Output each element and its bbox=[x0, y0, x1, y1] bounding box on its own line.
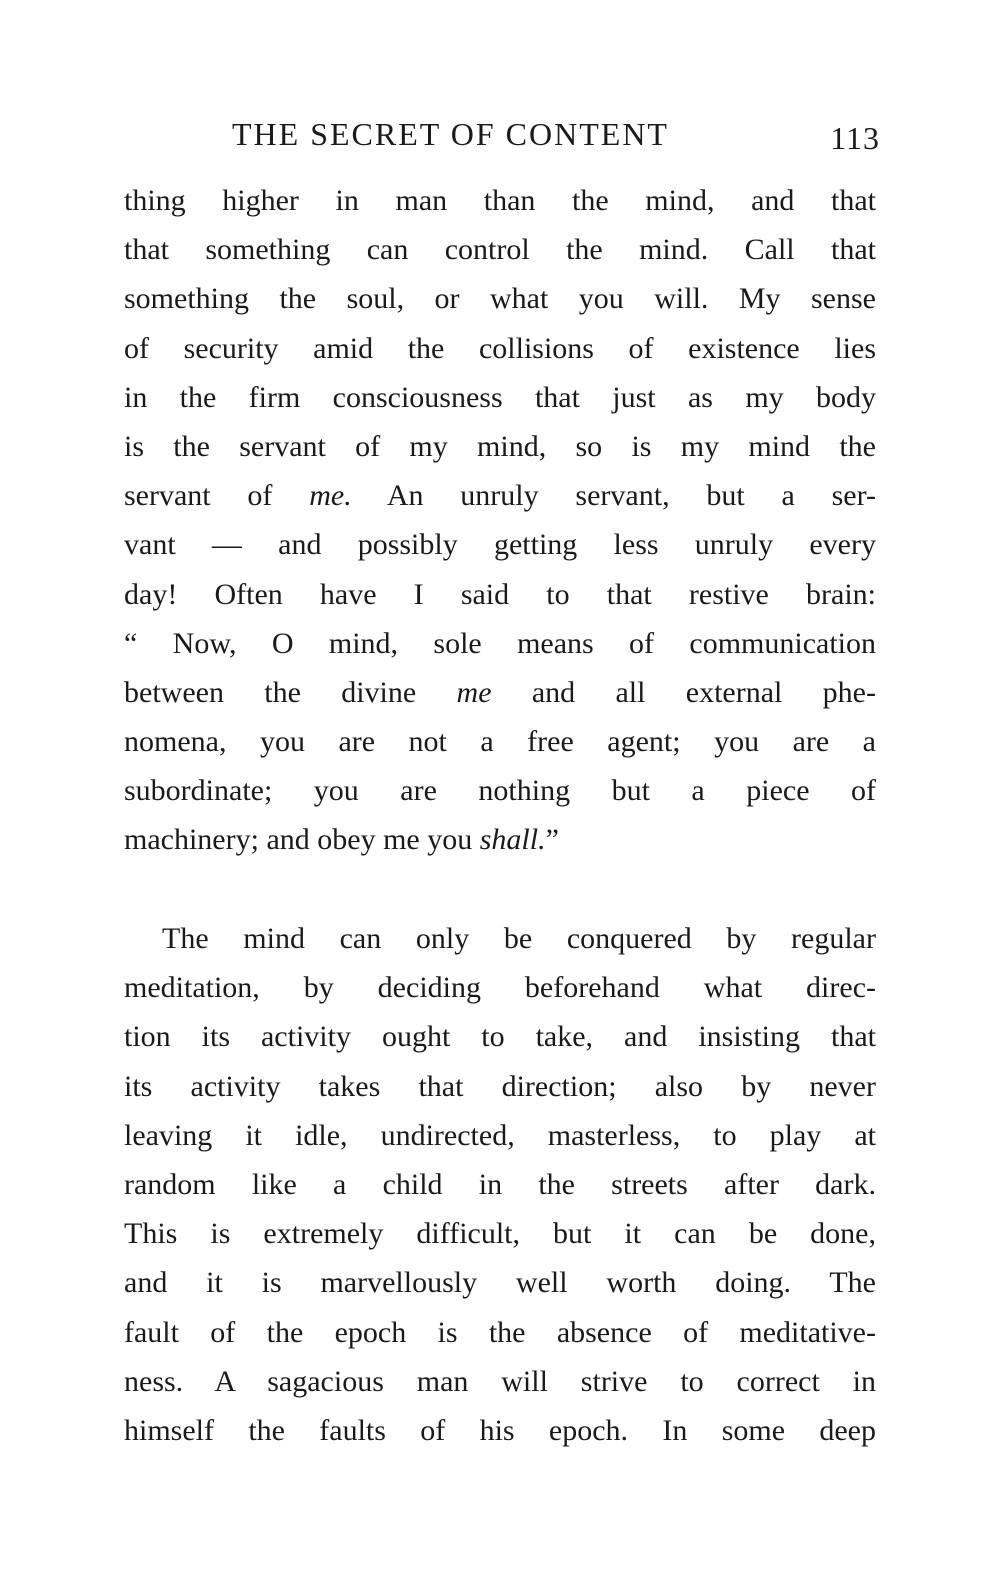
text-line: thing higher in man than the mind, and that bbox=[124, 184, 876, 217]
text-line: and it is marvellously well worth doing. The bbox=[124, 1266, 876, 1300]
italic-emphasis: me. bbox=[309, 479, 352, 513]
text-line: leaving it idle, undirected, masterless, to play at bbox=[124, 1118, 876, 1152]
text-segment: An unruly servant, but a ser- bbox=[351, 479, 876, 513]
text-segment: servant of bbox=[124, 479, 310, 513]
text-line: day! Often have I said to that restive brain: bbox=[124, 577, 876, 611]
text-line: that something can control the mind. Call that bbox=[124, 233, 876, 267]
text-segment: ” bbox=[545, 823, 559, 857]
paragraph-meditation bbox=[124, 914, 876, 1455]
text-line: ness. A sagacious man will strive to correct in bbox=[124, 1364, 876, 1398]
text-line bbox=[124, 668, 876, 717]
italic-emphasis: me bbox=[456, 675, 492, 709]
text-line: This is extremely difficult, but it can be done, bbox=[124, 1217, 876, 1251]
text-line: meditation, by deciding beforehand what direc- bbox=[124, 971, 876, 1005]
text-line: is the servant of my mind, so is my mind the bbox=[124, 429, 876, 463]
text-segment: and all external phe- bbox=[491, 675, 876, 709]
italic-emphasis: shall. bbox=[479, 823, 546, 857]
text-segment: between the divine bbox=[124, 675, 457, 709]
text-line: “ Now, O mind, sole means of communication bbox=[124, 626, 876, 660]
text-line: nomena, you are not a free agent; you are a bbox=[124, 725, 876, 759]
text-line: vant — and possibly getting less unruly every bbox=[124, 528, 876, 562]
text-line: its activity takes that direction; also by never bbox=[124, 1069, 876, 1103]
running-head-title: THE SECRET OF CONTENT bbox=[232, 116, 669, 152]
page-number: 113 bbox=[830, 120, 880, 156]
text-line bbox=[124, 471, 876, 520]
text-line bbox=[124, 815, 876, 864]
text-line: tion its activity ought to take, and insisting that bbox=[124, 1020, 876, 1054]
text-line: of security amid the collisions of existence lies bbox=[124, 331, 876, 365]
text-line: random like a child in the streets after dark. bbox=[124, 1167, 876, 1201]
text-line: something the soul, or what you will. My sense bbox=[124, 282, 876, 316]
paragraph-continued bbox=[124, 176, 876, 865]
text-segment: machinery; and obey me you bbox=[124, 823, 480, 857]
text-line: The mind can only be conquered by regular bbox=[162, 922, 876, 955]
text-line: fault of the epoch is the absence of meditative- bbox=[124, 1315, 876, 1349]
running-head bbox=[232, 112, 880, 156]
text-line: in the firm consciousness that just as my body bbox=[124, 380, 876, 414]
text-line: subordinate; you are nothing but a piece of bbox=[124, 774, 876, 808]
text-line: himself the faults of his epoch. In some deep bbox=[124, 1413, 876, 1447]
